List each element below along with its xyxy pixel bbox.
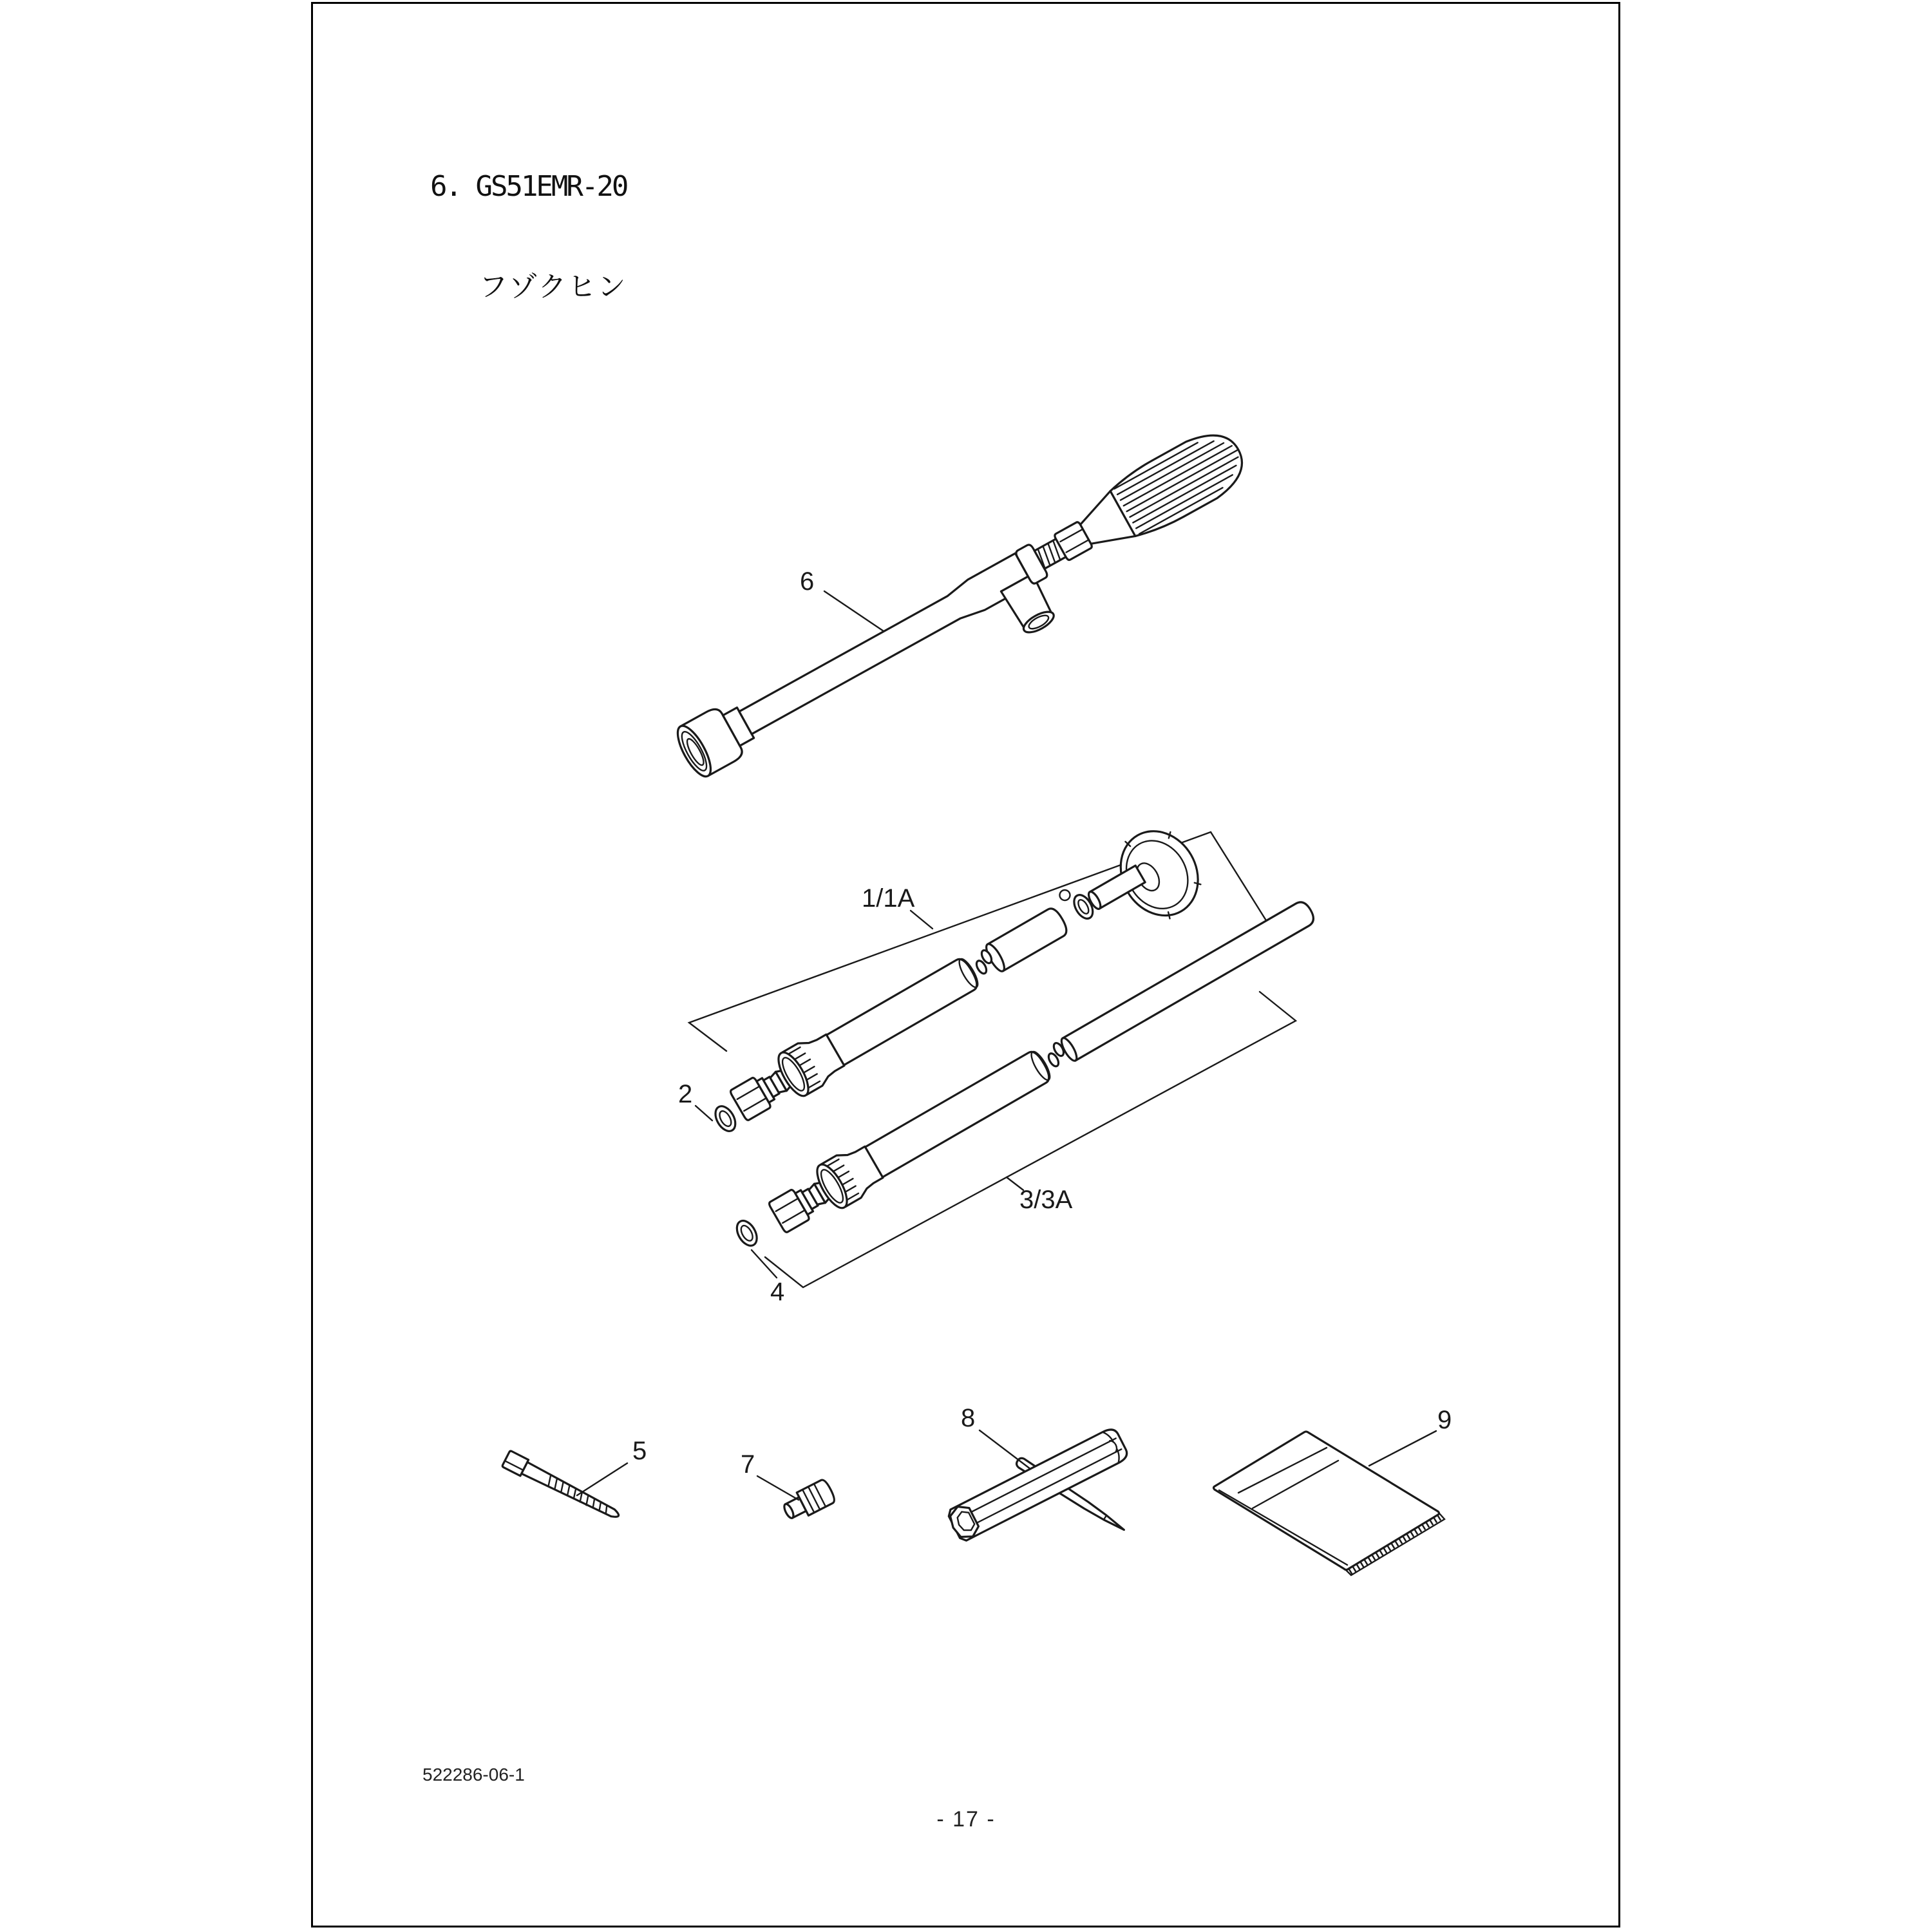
leader-5 xyxy=(577,1463,627,1495)
callout-7 xyxy=(741,1450,799,1500)
callout-2 xyxy=(678,1080,712,1121)
leader-1-1a xyxy=(911,911,933,929)
svg-text:2: 2 xyxy=(678,1080,693,1108)
svg-text:1/1A: 1/1A xyxy=(862,884,915,913)
svg-text:9: 9 xyxy=(1437,1406,1452,1434)
callout-6 xyxy=(800,567,884,631)
callout-9 xyxy=(1369,1406,1452,1466)
svg-text:3/3A: 3/3A xyxy=(1019,1186,1073,1214)
callout-4 xyxy=(752,1250,784,1306)
page-number: - 17 - xyxy=(936,1807,996,1832)
callout-5 xyxy=(577,1437,647,1495)
socket-wrench-drawing xyxy=(945,1426,1130,1544)
leader-6 xyxy=(824,591,884,631)
manual-drawing xyxy=(1214,1432,1445,1575)
leader-8 xyxy=(980,1430,1030,1469)
svg-text:6: 6 xyxy=(800,567,815,596)
strap-tool-drawing xyxy=(502,1450,622,1524)
callout-3-3a xyxy=(1007,1177,1073,1214)
callout-1-1a xyxy=(862,884,933,929)
washer-2-drawing xyxy=(712,1103,740,1134)
svg-text:5: 5 xyxy=(632,1437,647,1465)
leader-7 xyxy=(757,1476,799,1500)
leader-2 xyxy=(696,1106,712,1121)
diagram-title-kana: フゾクヒン xyxy=(479,270,627,303)
washer-4-drawing xyxy=(733,1217,761,1249)
grease-gun-drawing xyxy=(670,421,1268,810)
svg-text:8: 8 xyxy=(961,1404,976,1432)
leader-9 xyxy=(1369,1431,1436,1466)
svg-text:7: 7 xyxy=(741,1450,755,1479)
fitting-drawing xyxy=(780,1478,837,1524)
diagram-title: 6. GS51EMR-20 xyxy=(430,170,627,203)
svg-text:4: 4 xyxy=(770,1278,785,1306)
drawing-number: 522286-06-1 xyxy=(422,1765,525,1785)
